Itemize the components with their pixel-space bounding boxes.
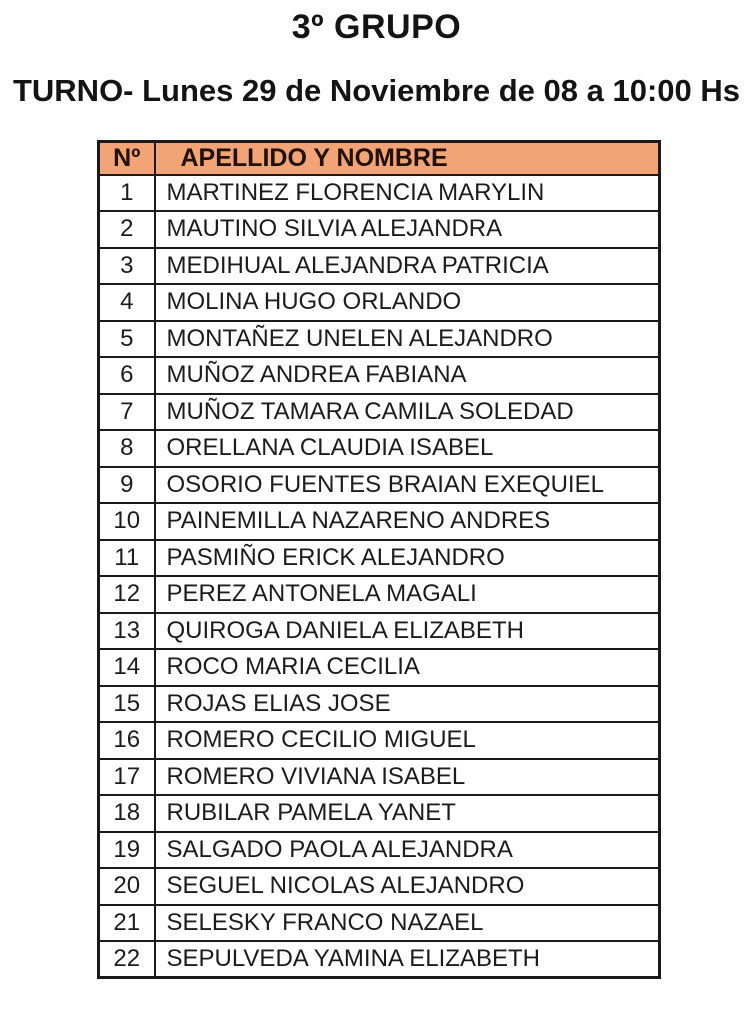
row-number-cell: 17 bbox=[99, 759, 155, 796]
table-row bbox=[99, 686, 660, 723]
row-number-cell: 9 bbox=[99, 467, 155, 504]
row-name-cell: ROMERO CECILIO MIGUEL bbox=[155, 722, 660, 759]
table-row bbox=[99, 905, 660, 942]
row-number-cell: 20 bbox=[99, 868, 155, 905]
row-number-cell: 4 bbox=[99, 284, 155, 321]
column-header-number: Nº bbox=[99, 142, 155, 175]
table-row bbox=[99, 941, 660, 978]
table-row bbox=[99, 868, 660, 905]
row-number-cell: 19 bbox=[99, 832, 155, 869]
row-name-cell: ROCO MARIA CECILIA bbox=[155, 649, 660, 686]
row-name-cell: QUIROGA DANIELA ELIZABETH bbox=[155, 613, 660, 650]
table-row bbox=[99, 613, 660, 650]
row-name-cell: ORELLANA CLAUDIA ISABEL bbox=[155, 430, 660, 467]
row-name-cell: MEDIHUAL ALEJANDRA PATRICIA bbox=[155, 248, 660, 285]
table-row bbox=[99, 649, 660, 686]
row-number-cell: 16 bbox=[99, 722, 155, 759]
table-row bbox=[99, 722, 660, 759]
table-row bbox=[99, 467, 660, 504]
table-row bbox=[99, 832, 660, 869]
table-header-row bbox=[99, 142, 660, 175]
row-number-cell: 6 bbox=[99, 357, 155, 394]
row-name-cell: PASMIÑO ERICK ALEJANDRO bbox=[155, 540, 660, 577]
row-number-cell: 14 bbox=[99, 649, 155, 686]
row-number-cell: 13 bbox=[99, 613, 155, 650]
table-row bbox=[99, 759, 660, 796]
table-row bbox=[99, 503, 660, 540]
row-number-cell: 2 bbox=[99, 211, 155, 248]
table-row bbox=[99, 795, 660, 832]
table-row bbox=[99, 540, 660, 577]
row-number-cell: 18 bbox=[99, 795, 155, 832]
table-row bbox=[99, 576, 660, 613]
row-number-cell: 11 bbox=[99, 540, 155, 577]
row-name-cell: SEGUEL NICOLAS ALEJANDRO bbox=[155, 868, 660, 905]
row-number-cell: 15 bbox=[99, 686, 155, 723]
shift-subtitle: TURNO- Lunes 29 de Noviembre de 08 a 10:00 Hs bbox=[12, 73, 741, 108]
row-number-cell: 3 bbox=[99, 248, 155, 285]
attendance-table bbox=[97, 140, 661, 979]
table-row bbox=[99, 430, 660, 467]
column-header-name: APELLIDO Y NOMBRE bbox=[155, 142, 660, 175]
table-row bbox=[99, 175, 660, 212]
row-name-cell: ROJAS ELIAS JOSE bbox=[155, 686, 660, 723]
row-name-cell: MUÑOZ ANDREA FABIANA bbox=[155, 357, 660, 394]
row-name-cell: SALGADO PAOLA ALEJANDRA bbox=[155, 832, 660, 869]
table-row bbox=[99, 284, 660, 321]
table-row bbox=[99, 211, 660, 248]
table-row bbox=[99, 248, 660, 285]
table-row bbox=[99, 394, 660, 431]
page-title: 3º GRUPO bbox=[291, 8, 462, 46]
row-name-cell: OSORIO FUENTES BRAIAN EXEQUIEL bbox=[155, 467, 660, 504]
row-name-cell: ROMERO VIVIANA ISABEL bbox=[155, 759, 660, 796]
row-name-cell: PAINEMILLA NAZARENO ANDRES bbox=[155, 503, 660, 540]
row-number-cell: 7 bbox=[99, 394, 155, 431]
row-name-cell: SELESKY FRANCO NAZAEL bbox=[155, 905, 660, 942]
table-row bbox=[99, 321, 660, 358]
row-name-cell: SEPULVEDA YAMINA ELIZABETH bbox=[155, 941, 660, 978]
row-number-cell: 10 bbox=[99, 503, 155, 540]
table-row bbox=[99, 357, 660, 394]
row-number-cell: 12 bbox=[99, 576, 155, 613]
row-name-cell: RUBILAR PAMELA YANET bbox=[155, 795, 660, 832]
row-number-cell: 8 bbox=[99, 430, 155, 467]
row-number-cell: 21 bbox=[99, 905, 155, 942]
row-name-cell: MARTINEZ FLORENCIA MARYLIN bbox=[155, 175, 660, 212]
row-number-cell: 5 bbox=[99, 321, 155, 358]
row-name-cell: MAUTINO SILVIA ALEJANDRA bbox=[155, 211, 660, 248]
row-name-cell: PEREZ ANTONELA MAGALI bbox=[155, 576, 660, 613]
row-number-cell: 22 bbox=[99, 941, 155, 978]
document-page bbox=[0, 8, 753, 1024]
row-name-cell: MUÑOZ TAMARA CAMILA SOLEDAD bbox=[155, 394, 660, 431]
row-number-cell: 1 bbox=[99, 175, 155, 212]
row-name-cell: MOLINA HUGO ORLANDO bbox=[155, 284, 660, 321]
row-name-cell: MONTAÑEZ UNELEN ALEJANDRO bbox=[155, 321, 660, 358]
table-body bbox=[99, 175, 660, 978]
